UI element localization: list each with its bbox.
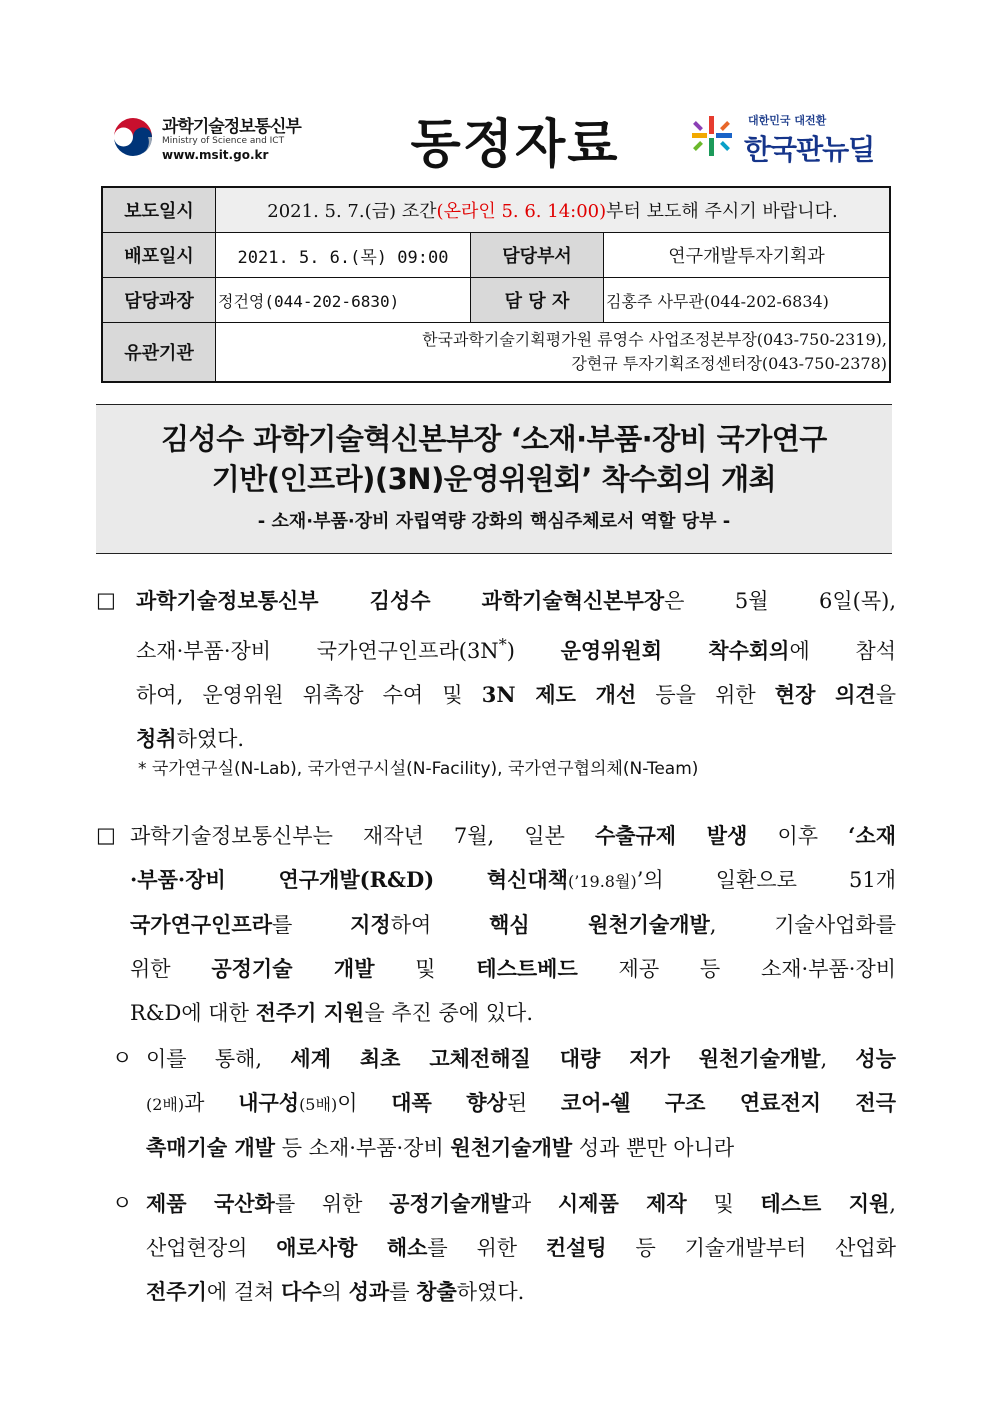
- p1-l2sup: *: [498, 635, 507, 654]
- p3-l2g: 된: [506, 1091, 561, 1115]
- manager-value: 정건영(044-202-6830): [216, 278, 471, 323]
- p2-l5a: R&D에 대한: [130, 1001, 256, 1025]
- korean-new-deal-logo: [690, 108, 890, 168]
- p2-l1d: ‘소재: [848, 823, 896, 848]
- box-bullet-icon: □: [96, 823, 116, 847]
- p2-l4e: 제공 등 소재·부품·장비: [577, 957, 897, 981]
- paragraph-3: [96, 1037, 896, 1170]
- department-value: 연구개발투자기획과: [604, 233, 891, 278]
- p3-l1b: 세계 최초 고체전해질 대량 저가 원천기술개발: [290, 1046, 821, 1071]
- headline-line-1: 김성수 과학기술혁신본부장 ‘소재·부품·장비 국가연구: [161, 422, 827, 456]
- p3-l2e: 이: [337, 1091, 392, 1115]
- paragraph-4: [96, 1182, 896, 1314]
- p2-l4d: 테스트베드: [476, 956, 578, 981]
- ministry-name-en: Ministry of Science and ICT: [162, 136, 285, 146]
- p1-l3b: 3N 제도 개선: [481, 682, 637, 707]
- new-deal-tagline: 대한민국 대전환: [748, 114, 827, 127]
- p2-l3e: 핵심 원천기술개발: [489, 912, 710, 937]
- p1-l3a: 하여, 운영위원 위촉장 수여 및: [136, 683, 482, 707]
- p4-l3f: 를: [389, 1280, 417, 1304]
- p1-l4a: 청취: [136, 726, 177, 751]
- p4-l3c: 다수: [281, 1279, 322, 1304]
- p3-line-3: [96, 1126, 896, 1170]
- related-org-row: [102, 323, 890, 383]
- manager-label: 담당과장: [102, 278, 216, 323]
- p2-l3a: 국가연구인프라: [130, 912, 273, 937]
- p3-line-2: [96, 1081, 896, 1126]
- p4-l3e: 성과: [348, 1279, 390, 1304]
- p3-l2c: 내구성: [238, 1090, 300, 1115]
- related-org-value: [216, 323, 891, 383]
- p2-l2b: (’19.8월): [568, 872, 637, 891]
- p1-l2d: 에 참석: [789, 639, 896, 663]
- circle-bullet-icon: ㅇ: [112, 1046, 133, 1070]
- p1-l1b: 은 5월 6일(목),: [664, 589, 896, 613]
- p2-l3d: 하여: [390, 913, 490, 937]
- p3-l1a: 이를 통해,: [146, 1047, 291, 1071]
- p3-l2a: (2배): [146, 1095, 185, 1114]
- p3-l3d: 성과 뿐만 아니라: [572, 1136, 735, 1160]
- p3-l2d: (5배): [299, 1095, 338, 1114]
- p2-line-5: [96, 991, 896, 1035]
- p4-l1d: 과: [510, 1192, 558, 1216]
- related-org-line-1: 한국과학기술기획평가원 류영수 사업조정본부장(043-750-2319),: [422, 330, 887, 349]
- p3-l2b: 과: [184, 1091, 239, 1115]
- p3-l2f: 대폭 향상: [391, 1090, 507, 1115]
- p4-line-1: [96, 1182, 896, 1226]
- p4-l3d: 의: [321, 1280, 349, 1304]
- p4-l1c: 공정기술개발: [389, 1191, 511, 1216]
- p3-l1c: ,: [820, 1047, 856, 1071]
- release-notice: 부터 보도해 주시기 바랍니다.: [606, 201, 838, 222]
- p1-l2c: 운영위원회 착수회의: [560, 638, 790, 663]
- release-label: 보도일시: [102, 187, 216, 233]
- p2-line-2: [96, 858, 896, 903]
- headline-box: [96, 404, 892, 554]
- ministry-name-ko: 과학기술정보통신부: [162, 117, 301, 137]
- p4-l2c: 를 위한: [427, 1236, 546, 1260]
- p4-l3h: 하였다.: [456, 1280, 525, 1304]
- subheadline: - 소재·부품·장비 자립역량 강화의 핵심주체로서 역할 당부 -: [257, 511, 731, 532]
- release-value: [216, 187, 891, 233]
- release-row: [102, 187, 890, 233]
- p4-line-3: [96, 1270, 896, 1314]
- p2-line-4: [96, 947, 896, 991]
- contact-label: 담 당 자: [471, 278, 604, 323]
- p2-l1c: 이후: [747, 824, 849, 848]
- p2-l1a: 과학기술정보통신부는 재작년 7월, 일본: [130, 824, 595, 848]
- p2-l3c: 지정: [350, 912, 391, 937]
- new-deal-star-icon: [690, 114, 734, 158]
- distribution-label: 배포일시: [102, 233, 216, 278]
- p4-l1b: 를 위한: [274, 1192, 390, 1216]
- p4-l1f: 및: [686, 1192, 761, 1216]
- p3-l3c: 원천기술개발: [450, 1135, 573, 1160]
- p1-l1a: 과학기술정보통신부 김성수 과학기술혁신본부장: [136, 588, 665, 613]
- page-header: [100, 100, 892, 175]
- ministry-logo: [112, 112, 332, 164]
- p4-l1a: 제품 국산화: [146, 1191, 275, 1216]
- p3-l3b: 등 소재·부품·장비: [275, 1136, 451, 1160]
- p1-line-2: [96, 623, 896, 673]
- footnote: * 국가연구실(N-Lab), 국가연구시설(N-Facility), 국가연구협의체(N-Team): [138, 759, 699, 779]
- p4-l1e: 시제품 제작: [557, 1191, 687, 1216]
- p4-line-2: [96, 1226, 896, 1270]
- box-bullet-icon: □: [96, 588, 116, 612]
- p4-l2d: 컨설팅: [545, 1235, 607, 1260]
- related-org-line-2: 강현규 투자기획조정센터장(043-750-2378): [571, 354, 887, 373]
- distribution-row: [102, 233, 890, 278]
- new-deal-name: 한국판뉴딜: [744, 133, 875, 166]
- circle-bullet-icon: ㅇ: [112, 1191, 133, 1215]
- related-org-label: 유관기관: [102, 323, 216, 383]
- p1-line-1: [96, 579, 896, 623]
- p2-l2c: ’의 일환으로 51개: [636, 868, 897, 892]
- p1-l2b: ): [506, 639, 561, 663]
- p4-l3a: 전주기: [146, 1279, 207, 1304]
- p2-l4c: 및: [374, 957, 477, 981]
- distribution-value: 2021. 5. 6.(목) 09:00: [216, 233, 471, 278]
- paragraph-2: [96, 814, 896, 1035]
- p2-l4a: 위한: [130, 957, 212, 981]
- p2-l1b: 수출규제 발생: [594, 823, 748, 848]
- release-online-time: (온라인 5. 6. 14:00): [436, 201, 607, 222]
- p4-l2e: 등 기술개발부터 산업화: [606, 1236, 896, 1260]
- p2-l4b: 공정기술 개발: [211, 956, 375, 981]
- p4-l3g: 창출: [416, 1279, 457, 1304]
- taegeuk-emblem-icon: [112, 116, 154, 158]
- p2-l3b: 를: [272, 913, 351, 937]
- department-label: 담당부서: [471, 233, 604, 278]
- p4-l1g: 테스트 지원: [760, 1191, 890, 1216]
- p4-l3b: 에 걸쳐: [206, 1280, 282, 1304]
- paragraph-1: [96, 579, 896, 761]
- contact-value: 김홍주 사무관(044-202-6834): [604, 278, 891, 323]
- release-date: 2021. 5. 7.(금) 조간: [267, 201, 437, 222]
- p2-line-3: [96, 903, 896, 947]
- p1-l3d: 현장 의견: [774, 682, 876, 707]
- p4-l2a: 산업현장의: [146, 1236, 277, 1260]
- manager-row: [102, 278, 890, 323]
- p1-l3e: 을: [875, 683, 897, 707]
- p2-l3f: , 기술사업화를: [709, 913, 896, 937]
- p3-l2h: 코어-쉘 구조 연료전지 전극: [560, 1090, 897, 1115]
- p4-l1h: ,: [889, 1192, 896, 1216]
- p3-l3a: 촉매기술 개발: [146, 1135, 276, 1160]
- press-info-table: [101, 186, 891, 383]
- p2-line-1: [96, 814, 896, 858]
- headline-line-2: 기반(인프라)(3N)운영위원회’ 착수회의 개최: [211, 462, 777, 496]
- p2-l2a: ·부품·장비 연구개발(R&D) 혁신대책: [130, 867, 569, 892]
- p1-l2a: 소재·부품·장비 국가연구인프라(3N: [136, 639, 499, 663]
- p2-l5c: 을 추진 중에 있다.: [364, 1001, 534, 1025]
- p1-l3c: 등을 위한: [636, 683, 775, 707]
- p3-l1d: 성능: [855, 1046, 896, 1071]
- ministry-url: www.msit.go.kr: [162, 148, 269, 162]
- p1-line-3: [96, 673, 896, 717]
- p2-l5b: 전주기 지원: [255, 1000, 365, 1025]
- p3-line-1: [96, 1037, 896, 1081]
- p4-l2b: 애로사항 해소: [276, 1235, 428, 1260]
- p1-l4b: 하였다.: [176, 727, 245, 751]
- document-type-title: 동정자료: [410, 115, 620, 175]
